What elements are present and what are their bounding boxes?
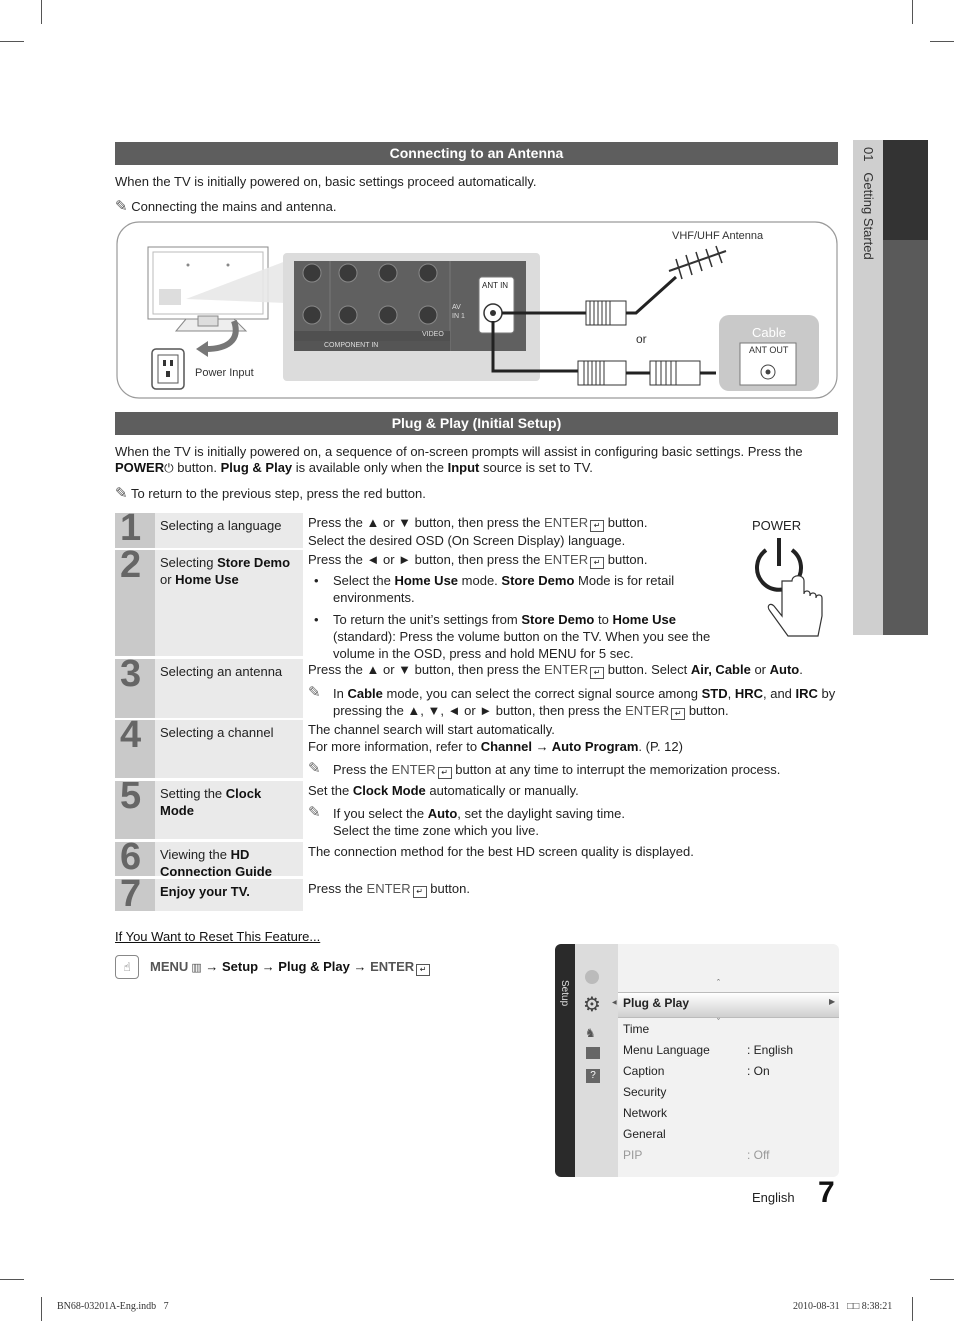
text: Store Demo [521, 612, 595, 627]
text: Home Use [612, 612, 677, 627]
enter-label: ENTER [544, 515, 589, 530]
osd-item-pip[interactable]: PIP [623, 1148, 643, 1162]
enter-icon: ↵ [671, 708, 685, 720]
osd-item-time[interactable]: Time [623, 1022, 650, 1036]
ant-in-label: ANT IN [482, 281, 509, 290]
note-icon: ✎ [308, 760, 321, 777]
osd-menu [555, 944, 839, 1177]
power-button-label: POWER [752, 518, 802, 533]
text: Auto [427, 806, 458, 821]
text: Selecting [160, 555, 218, 570]
support-icon [586, 1047, 600, 1059]
reset-title: If You Want to Reset This Feature... [115, 929, 321, 944]
note-icon: ✎ [115, 485, 128, 502]
osd-item-plug-play[interactable]: Plug & Play [623, 996, 690, 1010]
antenna-intro: When the TV is initially powered on, basic settings proceed automatically. [115, 174, 537, 189]
power-hand-icon [748, 536, 828, 640]
sidebar-tab-mid [883, 240, 928, 635]
text: Viewing the [160, 847, 231, 862]
menu-label: MENU [150, 959, 189, 974]
chapter-number: 01 [861, 147, 876, 162]
av-in-label: AV IN 1 [452, 304, 465, 320]
text: button. [430, 881, 470, 896]
enter-icon: ↵ [590, 557, 604, 569]
text: Setting the [160, 786, 226, 801]
sidebar-chapter-text [861, 147, 876, 260]
text: Select the [333, 573, 391, 588]
step-7-label: Enjoy your TV. [155, 879, 303, 911]
step-3-label: Selecting an antenna [155, 659, 303, 718]
text: Air, Cable [690, 662, 751, 677]
hand-icon: ☝ [115, 955, 139, 979]
text: (standard): Press the volume button on the TV. When you see the volume in the OSD, press and hold MENU for 5 sec. [333, 629, 711, 661]
video-label: VIDEO [422, 331, 444, 338]
text: HD Connection Guide [160, 847, 272, 879]
text: The channel search will start automatically. [308, 722, 555, 737]
step-1-number [115, 507, 155, 549]
text: IRC [795, 686, 818, 701]
or-label: or [636, 332, 647, 346]
osd-tab-bar [555, 944, 575, 1177]
osd-item-caption[interactable]: Caption [623, 1064, 665, 1078]
osd-item-menu-language[interactable]: Menu Language [623, 1043, 710, 1057]
vhf-antenna-label: VHF/UHF Antenna [672, 230, 764, 242]
plug-note [115, 484, 426, 502]
enter-label: ENTER [544, 552, 589, 567]
power-icon: ⏻ [164, 461, 174, 475]
step-1-label: Selecting a language [155, 513, 303, 548]
step-5-label [155, 781, 303, 839]
osd-value-menu-language: : English [747, 1043, 794, 1057]
menu-icon: ▥ [188, 962, 202, 974]
channel-icon: ♞ [585, 1026, 596, 1040]
antenna-note [115, 197, 336, 215]
scroll-down-icon: ˇ [717, 1017, 720, 1027]
text: For more information, refer to [308, 739, 478, 754]
note-icon: ✎ [308, 684, 321, 701]
selection-arrow-icon: ◀ [612, 1000, 617, 1006]
footer-date: 2010-08-31 □□ 8:38:21 [793, 1301, 893, 1312]
plug-intro-pp: Plug & Play [220, 460, 293, 475]
step-3-note: ✎ In Cable mode, you can select the correct signal source among STD, HRC, and IRC by pressing the ▲, ▼, ◄ or ► button, then press the ENTER ↵ button. [308, 684, 836, 718]
text: Clock Mode [352, 783, 426, 798]
step-4-label: Selecting a channel [155, 720, 303, 778]
text: If you select the [333, 806, 425, 821]
step-number: 6 [120, 836, 142, 878]
step-4-number [115, 714, 155, 778]
text: In [333, 686, 344, 701]
gear-icon: ⚙ [583, 994, 601, 1016]
osd-value-pip: : Off [747, 1148, 770, 1162]
step-2-label [155, 550, 303, 656]
step-2-desc [308, 551, 728, 662]
step-number: 7 [120, 873, 142, 915]
plug-intro-2: button. [177, 460, 218, 475]
text: or [754, 662, 767, 677]
osd-item-general[interactable]: General [623, 1127, 666, 1141]
step-number: 2 [120, 544, 142, 586]
text: Store Demo [501, 573, 575, 588]
step-number: 1 [120, 507, 142, 549]
osd-item-network[interactable]: Network [623, 1106, 668, 1120]
text: button at any time to interrupt the memorization process. [455, 762, 781, 777]
step-2-bullet-2 [308, 611, 728, 662]
enter-label: ENTER [370, 959, 415, 974]
text: Press the [333, 762, 388, 777]
chapter-title: Getting Started [861, 172, 876, 260]
osd-value-caption: : On [747, 1064, 770, 1078]
help-icon: ? [586, 1069, 600, 1083]
step-1-desc [308, 514, 728, 549]
text: STD [701, 686, 728, 701]
antenna-diagram [116, 221, 838, 399]
step-4-desc [308, 721, 838, 779]
text: mode. [461, 573, 498, 588]
text: Mode is for retail environments. [333, 573, 675, 605]
enter-label: ENTER [544, 662, 589, 677]
text: , set the daylight saving time. [457, 806, 625, 821]
enter-label: ENTER [391, 762, 436, 777]
plug-intro-power: POWER [115, 460, 165, 475]
text: To return the unit’s settings from [333, 612, 518, 627]
text: automatically or manually. [429, 783, 579, 798]
scroll-up-icon: ˆ [717, 978, 720, 988]
text: button. [607, 515, 648, 530]
step-2-number [115, 544, 155, 656]
step-6-desc: The connection method for the best HD screen quality is displayed. [308, 844, 694, 859]
note-icon: ✎ [115, 198, 128, 215]
plug-note-text: To return to the previous step, press the red button. [130, 486, 426, 501]
step-number: 5 [120, 775, 142, 817]
plug-intro-4: source is set to TV. [482, 460, 593, 475]
text: Set the [308, 783, 350, 798]
text: mode, you can select the correct signal source among [386, 686, 698, 701]
footer-file: BN68-03201A-Eng.indb 7 [57, 1301, 169, 1312]
step-7-desc [308, 880, 838, 898]
text: Channel → Auto Program [480, 739, 639, 754]
note-icon: ✎ [308, 804, 321, 821]
enter-icon: ↵ [590, 520, 604, 532]
step-7-number [115, 873, 155, 915]
cable-label: Cable [752, 325, 786, 340]
step-5-note [308, 805, 838, 839]
power-input-label: Power Input [195, 367, 254, 379]
text: Select the desired OSD (On Screen Display) language. [308, 533, 626, 548]
text: Cable [347, 686, 383, 701]
osd-tab-label: Setup [559, 980, 570, 1007]
enter-label: ENTER [366, 881, 411, 896]
text: . (P. 12) [638, 739, 683, 754]
component-in-label: COMPONENT IN [324, 342, 379, 349]
plug-intro [115, 444, 835, 476]
submenu-arrow-icon: ▶ [829, 997, 836, 1006]
sidebar-tab-dark [883, 140, 928, 240]
text: Press the ▲ or ▼ button, then press the [308, 515, 541, 530]
step-3-desc: Press the ▲ or ▼ button, then press the ENTER ↵ button. Select Air, Cable or Auto. ✎ In Cable mode, you can select the correct signal source among STD, HRC, and IRC by pressing the ▲, ▼, ◄ or ► button, then press the ENTER ↵ button. [308, 661, 838, 720]
step-3-number [115, 653, 155, 718]
enter-icon: ↵ [416, 964, 430, 976]
enter-icon: ↵ [413, 886, 427, 898]
plug-intro-input: Input [447, 460, 480, 475]
step-4-note [308, 761, 838, 779]
text: Store Demo [217, 555, 291, 570]
footer-language: English [752, 1190, 795, 1205]
step-6-label [155, 842, 303, 879]
text: button. [607, 552, 648, 567]
text: to [597, 612, 609, 627]
picture-icon [585, 970, 599, 984]
text: button. [688, 703, 729, 718]
osd-item-security[interactable]: Security [623, 1085, 667, 1099]
page-number: 7 [818, 1176, 835, 1209]
ant-out-label: ANT OUT [749, 345, 789, 355]
text: Press the ◄ or ► button, then press the [308, 552, 541, 567]
text: Auto [769, 662, 800, 677]
step-number: 4 [120, 714, 142, 756]
step-6-number [115, 836, 155, 878]
step-number: 3 [120, 653, 142, 695]
enter-icon: ↵ [590, 667, 604, 679]
plug-intro-1: When the TV is initially powered on, a sequence of on-screen prompts will assist in configuring basic settings. Press the [115, 444, 803, 459]
text: Home Use [175, 572, 239, 587]
antenna-section-title: Connecting to an Antenna [115, 142, 838, 165]
step-2-bullet-1 [308, 572, 728, 606]
text: , and [762, 686, 792, 701]
step-5-desc [308, 782, 838, 839]
text: Clock Mode [160, 786, 262, 818]
text: Press the ▲ or ▼ button, then press the [308, 662, 541, 677]
plug-section-title: Plug & Play (Initial Setup) [115, 412, 838, 435]
plug-intro-3: is available only when the [295, 460, 444, 475]
enter-icon: ↵ [438, 767, 452, 779]
reset-path [150, 959, 430, 976]
enter-label: ENTER [625, 703, 670, 718]
text: by pressing the ▲, ▼, ◄ or ► button, then press the [333, 686, 836, 718]
reset-path-text: → Setup → Plug & Play → [205, 959, 367, 974]
text: or [160, 572, 176, 587]
text: Home Use [394, 573, 459, 588]
text: Press the [308, 881, 363, 896]
step-5-number [115, 775, 155, 839]
text: Select the time zone which you live. [333, 823, 539, 838]
text: HRC [734, 686, 763, 701]
text: button. Select [607, 662, 688, 677]
antenna-note-text: Connecting the mains and antenna. [131, 199, 337, 214]
